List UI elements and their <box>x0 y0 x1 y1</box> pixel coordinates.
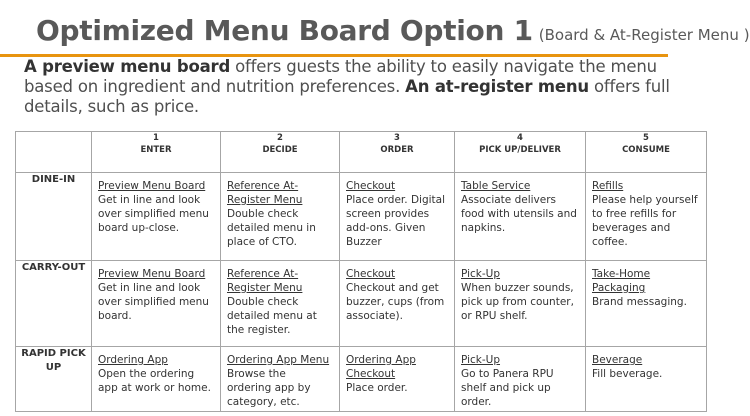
step-header-order <box>340 132 455 173</box>
cell-rapid-pickup <box>455 347 586 412</box>
table-row-carry-out <box>16 261 707 347</box>
step-number: 4 <box>517 133 523 143</box>
cell-rapid-decide <box>221 347 340 412</box>
step-number: 1 <box>153 133 159 143</box>
cell-dine-in-consume <box>586 173 707 261</box>
header-corner-cell <box>16 132 92 173</box>
step-label: PICK UP/DELIVER <box>479 145 561 155</box>
cell-link[interactable]: Reference At-Register Menu <box>227 180 303 206</box>
cell-link[interactable]: Refills <box>592 180 624 192</box>
intro-text-2: offers full details, such as price. <box>24 77 670 116</box>
step-header-enter <box>92 132 221 173</box>
cell-description: Double check detailed menu in place of CTO. <box>227 208 316 248</box>
cell-description: Place order. <box>346 382 408 394</box>
intro-paragraph <box>24 57 692 117</box>
page-title: Optimized Menu Board Option 1 <box>36 14 533 47</box>
cell-carry-out-enter <box>92 261 221 347</box>
cell-description: Double check detailed menu at the register. <box>227 296 317 336</box>
cell-link[interactable]: Take-Home Packaging <box>592 268 651 294</box>
cell-link[interactable]: Preview Menu Board <box>98 180 206 192</box>
cell-link[interactable]: Checkout <box>346 268 396 280</box>
cell-description: Brand messaging. <box>592 296 687 308</box>
cell-link[interactable]: Beverage <box>592 354 643 366</box>
cell-description: Fill beverage. <box>592 368 663 380</box>
cell-dine-in-order <box>340 173 455 261</box>
row-header-dine-in: DINE-IN <box>16 173 92 261</box>
table-row-dine-in <box>16 173 707 261</box>
cell-description: Place order. Digital screen provides add-ons. Given Buzzer <box>346 194 446 248</box>
step-label: ENTER <box>140 145 172 155</box>
page-subtitle: (Board & At-Register Menu ) <box>538 26 750 44</box>
row-header-carry-out: CARRY-OUT <box>16 261 92 347</box>
intro-bold-preview-menu-board: A preview menu board <box>24 57 231 76</box>
step-number: 2 <box>277 133 283 143</box>
cell-rapid-consume <box>586 347 707 412</box>
cell-description: Please help yourself to free refills for beverages and coffee. <box>592 194 698 248</box>
cell-carry-out-consume <box>586 261 707 347</box>
cell-description: Go to Panera RPU shelf and pick up order. <box>461 368 554 408</box>
cell-description: Get in line and look over simplified menu board up-close. <box>98 194 209 234</box>
cell-carry-out-pickup <box>455 261 586 347</box>
intro-text-1: offers guests the ability to easily navigate the menu based on ingredient and nutrition preferences. <box>24 57 657 96</box>
step-label: DECIDE <box>262 145 298 155</box>
cell-link[interactable]: Ordering App Menu <box>227 354 330 366</box>
cell-dine-in-decide <box>221 173 340 261</box>
cell-carry-out-decide <box>221 261 340 347</box>
cell-rapid-enter <box>92 347 221 412</box>
cell-link[interactable]: Pick-Up <box>461 268 501 280</box>
cell-description: When buzzer sounds, pick up from counter, or RPU shelf. <box>461 282 574 322</box>
cell-description: Open the ordering app at work or home. <box>98 368 211 394</box>
cell-description: Associate delivers food with utensils and napkins. <box>461 194 577 234</box>
cell-link[interactable]: Reference At-Register Menu <box>227 268 303 294</box>
intro-bold-at-register-menu: An at-register menu <box>405 77 589 96</box>
cell-link[interactable]: Ordering App <box>98 354 168 366</box>
cell-description: Get in line and look over simplified menu board. <box>98 282 209 322</box>
cell-dine-in-pickup <box>455 173 586 261</box>
cell-carry-out-order <box>340 261 455 347</box>
journey-table <box>15 131 707 412</box>
step-number: 3 <box>394 133 400 143</box>
table-row-rapid-pick-up <box>16 347 707 412</box>
cell-link[interactable]: Preview Menu Board <box>98 268 206 280</box>
cell-dine-in-enter <box>92 173 221 261</box>
cell-link[interactable]: Pick-Up <box>461 354 501 366</box>
step-label: ORDER <box>380 145 414 155</box>
row-header-rapid-pick-up: RAPID PICK UP <box>16 347 92 412</box>
cell-rapid-order <box>340 347 455 412</box>
cell-link[interactable]: Checkout <box>346 180 396 192</box>
cell-link[interactable]: Ordering App Checkout <box>346 354 416 380</box>
step-label: CONSUME <box>622 145 670 155</box>
step-number: 5 <box>643 133 649 143</box>
cell-description: Checkout and get buzzer, cups (from associate). <box>346 282 445 322</box>
step-header-row <box>16 132 707 173</box>
cell-link[interactable]: Table Service <box>461 180 531 192</box>
step-header-pickup-deliver <box>455 132 586 173</box>
slide-title <box>36 14 750 47</box>
cell-description: Browse the ordering app by category, etc. <box>227 368 311 408</box>
step-header-decide <box>221 132 340 173</box>
step-header-consume <box>586 132 707 173</box>
